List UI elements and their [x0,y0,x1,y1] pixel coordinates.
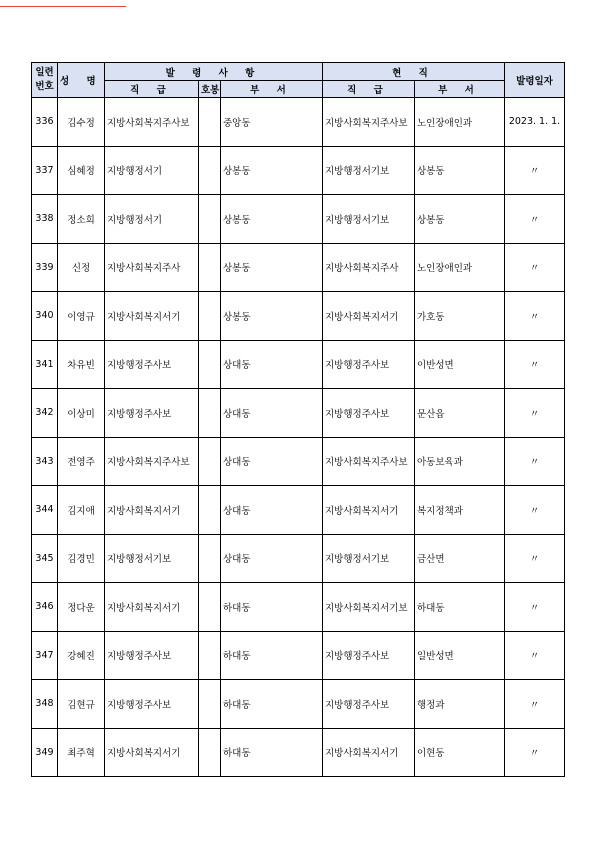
cell-rank [199,340,221,389]
cell-cur-dept: 금산면 [415,534,505,583]
header-current: 현 직 [323,63,505,81]
cell-cur-grade: 지방행정서기보 [323,146,415,195]
cell-name: 김수정 [58,98,105,147]
cell-cur-grade: 지방사회복지서기 [323,728,415,777]
cell-seq: 338 [32,195,58,244]
cell-cur-dept: 하대동 [415,583,505,632]
cell-cur-dept: 노인장애인과 [415,243,505,292]
cell-rank [199,534,221,583]
cell-rank [199,98,221,147]
cell-cur-grade: 지방행정주사보 [323,631,415,680]
cell-new-grade: 지방행정주사보 [105,680,199,729]
cell-date: 〃 [505,534,565,583]
cell-new-grade: 지방행정주사보 [105,631,199,680]
cell-cur-dept: 일반성면 [415,631,505,680]
cell-rank [199,728,221,777]
cell-new-dept: 하대동 [221,680,323,729]
cell-new-grade: 지방사회복지서기 [105,292,199,341]
cell-new-dept: 상대동 [221,389,323,438]
header-new-dept: 부 서 [221,81,323,98]
table-row [32,146,565,195]
cell-name: 최주혁 [58,728,105,777]
cell-new-dept: 상봉동 [221,243,323,292]
cell-date: 〃 [505,486,565,535]
cell-date: 〃 [505,146,565,195]
cell-new-dept: 상봉동 [221,195,323,244]
cell-seq: 340 [32,292,58,341]
header-seq: 일련 번호 [32,63,58,98]
cell-rank [199,243,221,292]
cell-new-grade: 지방사회복지주사보 [105,437,199,486]
cell-rank [199,631,221,680]
cell-seq: 343 [32,437,58,486]
header-name: 성 명 [58,63,105,98]
table-row [32,389,565,438]
cell-cur-grade: 지방사회복지주사보 [323,98,415,147]
cell-date: 〃 [505,340,565,389]
cell-date: 〃 [505,728,565,777]
table-row [32,680,565,729]
cell-cur-dept: 상봉동 [415,146,505,195]
cell-seq: 337 [32,146,58,195]
cell-date: 〃 [505,680,565,729]
cell-seq: 345 [32,534,58,583]
cell-seq: 346 [32,583,58,632]
cell-date: 〃 [505,195,565,244]
header-order: 발 령 사 항 [105,63,323,81]
table-body [32,98,565,777]
cell-rank [199,680,221,729]
table-row [32,243,565,292]
cell-cur-grade: 지방사회복지서기보 [323,583,415,632]
cell-rank [199,146,221,195]
cell-cur-dept: 복지정책과 [415,486,505,535]
cell-cur-grade: 지방사회복지서기 [323,486,415,535]
cell-new-grade: 지방행정주사보 [105,340,199,389]
cell-cur-dept: 행정과 [415,680,505,729]
cell-new-dept: 하대동 [221,631,323,680]
cell-cur-dept: 문산읍 [415,389,505,438]
table-row [32,195,565,244]
cell-name: 심혜정 [58,146,105,195]
table-row [32,534,565,583]
cell-date: 〃 [505,292,565,341]
cell-cur-grade: 지방사회복지주사보 [323,437,415,486]
cell-name: 전영주 [58,437,105,486]
header-rank: 호봉 [199,81,221,98]
cell-cur-grade: 지방행정주사보 [323,389,415,438]
cell-new-dept: 상대동 [221,486,323,535]
cell-new-grade: 지방사회복지서기 [105,583,199,632]
cell-new-dept: 상봉동 [221,146,323,195]
cell-name: 김현규 [58,680,105,729]
cell-seq: 348 [32,680,58,729]
cell-cur-grade: 지방행정서기보 [323,195,415,244]
cell-cur-grade: 지방행정주사보 [323,680,415,729]
table-row [32,631,565,680]
header-cur-grade: 직 급 [323,81,415,98]
cell-new-grade: 지방사회복지서기 [105,486,199,535]
cell-cur-dept: 이반성면 [415,340,505,389]
cell-rank [199,486,221,535]
cell-new-dept: 상대동 [221,534,323,583]
cell-new-grade: 지방행정주사보 [105,389,199,438]
table-row [32,486,565,535]
cell-seq: 342 [32,389,58,438]
header-cur-dept: 부 서 [415,81,505,98]
cell-cur-grade: 지방사회복지서기 [323,292,415,341]
cell-name: 정다운 [58,583,105,632]
header-accent-line [0,6,126,7]
cell-new-grade: 지방사회복지서기 [105,728,199,777]
cell-name: 신정 [58,243,105,292]
cell-seq: 349 [32,728,58,777]
cell-cur-grade: 지방행정주사보 [323,340,415,389]
cell-rank [199,389,221,438]
cell-seq: 344 [32,486,58,535]
cell-cur-dept: 상봉동 [415,195,505,244]
cell-seq: 347 [32,631,58,680]
cell-name: 차유빈 [58,340,105,389]
cell-date: 〃 [505,437,565,486]
header-new-grade: 직 급 [105,81,199,98]
table-row [32,437,565,486]
cell-name: 김지애 [58,486,105,535]
cell-new-dept: 상대동 [221,340,323,389]
cell-cur-grade: 지방사회복지주사 [323,243,415,292]
cell-name: 이영규 [58,292,105,341]
cell-new-grade: 지방사회복지주사보 [105,98,199,147]
table-row [32,292,565,341]
table-row [32,728,565,777]
cell-rank [199,195,221,244]
cell-seq: 336 [32,98,58,147]
cell-cur-dept: 아동보육과 [415,437,505,486]
cell-date: 〃 [505,243,565,292]
cell-rank [199,292,221,341]
cell-new-grade: 지방행정서기 [105,195,199,244]
personnel-order-table [31,62,565,777]
cell-new-dept: 상대동 [221,437,323,486]
cell-date: 〃 [505,389,565,438]
table-row [32,98,565,147]
cell-name: 강혜진 [58,631,105,680]
cell-new-dept: 하대동 [221,728,323,777]
cell-new-grade: 지방사회복지주사 [105,243,199,292]
table-row [32,340,565,389]
cell-date: 〃 [505,631,565,680]
table-row [32,583,565,632]
cell-cur-dept: 이현동 [415,728,505,777]
cell-new-dept: 중앙동 [221,98,323,147]
cell-name: 김경민 [58,534,105,583]
cell-new-grade: 지방행정서기 [105,146,199,195]
cell-name: 정소희 [58,195,105,244]
cell-cur-dept: 가호동 [415,292,505,341]
cell-cur-dept: 노인장애인과 [415,98,505,147]
cell-new-dept: 상봉동 [221,292,323,341]
cell-rank [199,583,221,632]
cell-seq: 341 [32,340,58,389]
cell-name: 이상미 [58,389,105,438]
cell-new-dept: 하대동 [221,583,323,632]
cell-rank [199,437,221,486]
header-date: 발령일자 [505,63,565,98]
cell-seq: 339 [32,243,58,292]
cell-date: 2023. 1. 1. [505,98,565,147]
cell-new-grade: 지방행정서기보 [105,534,199,583]
cell-cur-grade: 지방행정서기보 [323,534,415,583]
cell-date: 〃 [505,583,565,632]
